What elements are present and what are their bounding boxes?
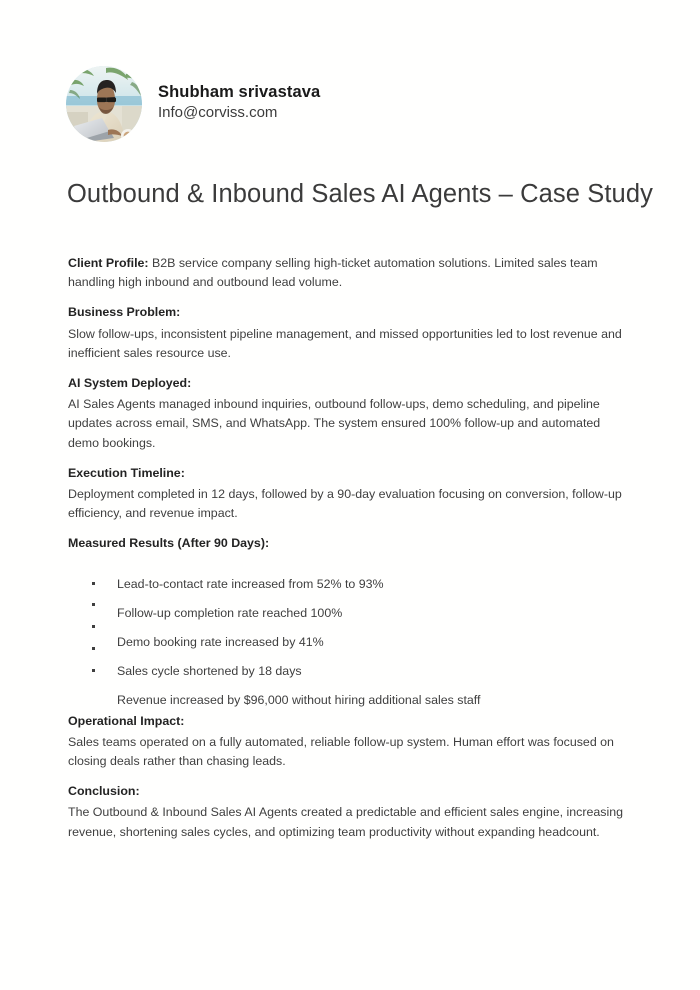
execution-timeline-heading: Execution Timeline: (68, 465, 185, 480)
measured-results-list (68, 572, 630, 712)
bullet-point-icon (92, 625, 95, 628)
profile-email: Info@corviss.com (158, 103, 278, 121)
business-problem-heading: Business Problem: (68, 305, 181, 320)
client-profile-text: B2B service company selling high-ticket automation solutions. Limited sales team handling high inbound and outbound lead volume. (68, 256, 598, 290)
list-item: Sales cycle shortened by 18 days (117, 663, 302, 678)
profile-text-block (158, 82, 320, 126)
page-title: Outbound & Inbound Sales AI Agents – Case Study (67, 180, 653, 208)
document-body (68, 254, 630, 853)
profile-header (66, 66, 320, 142)
list-item: Lead-to-contact rate increased from 52% to 93% (117, 576, 384, 591)
list-item: Follow-up completion rate reached 100% (117, 605, 343, 620)
profile-name: Shubham srivastava (158, 82, 321, 101)
bullet-point-icon (92, 603, 95, 606)
operational-impact-paragraph: Sales teams operated on a fully automated, reliable follow-up system. Human effort was focused on closing deals rather than chasing leads. (68, 734, 614, 769)
business-problem-paragraph: Slow follow-ups, inconsistent pipeline management, and missed opportunities led to lost revenue and inefficient sales resource use. (68, 326, 622, 360)
profile-photo-man-at-laptop-icon (66, 66, 142, 142)
bullet-point-icon (92, 582, 95, 585)
avatar (66, 66, 142, 142)
list-item: Revenue increased by $96,000 without hiring additional sales staff (117, 692, 481, 707)
bullet-point-icon (92, 647, 95, 650)
operational-impact-heading: Operational Impact: (68, 713, 185, 728)
conclusion-heading: Conclusion: (68, 784, 140, 799)
client-profile-paragraph (68, 254, 630, 292)
conclusion-paragraph: The Outbound & Inbound Sales AI Agents created a predictable and efficient sales engine, increasing revenue, shortening sales cycles, and optimizing team productivity without expanding headcount. (68, 805, 623, 839)
list-item: Demo booking rate increased by 41% (117, 634, 324, 649)
ai-system-deployed-paragraph: AI Sales Agents managed inbound inquiries, outbound follow-ups, demo scheduling, and pipeline updates across email, SMS, and WhatsApp. The system ensured 100% follow-up and automated demo bookings. (68, 397, 601, 450)
measured-results-heading: Measured Results (After 90 Days): (68, 536, 270, 551)
bullet-point-icon (92, 669, 95, 672)
execution-timeline-paragraph: Deployment completed in 12 days, followed by a 90-day evaluation focusing on conversion, follow-up efficiency, and revenue impact. (68, 487, 622, 521)
ai-system-deployed-heading: AI System Deployed: (68, 376, 192, 391)
client-profile-label: Client Profile: (68, 256, 149, 270)
